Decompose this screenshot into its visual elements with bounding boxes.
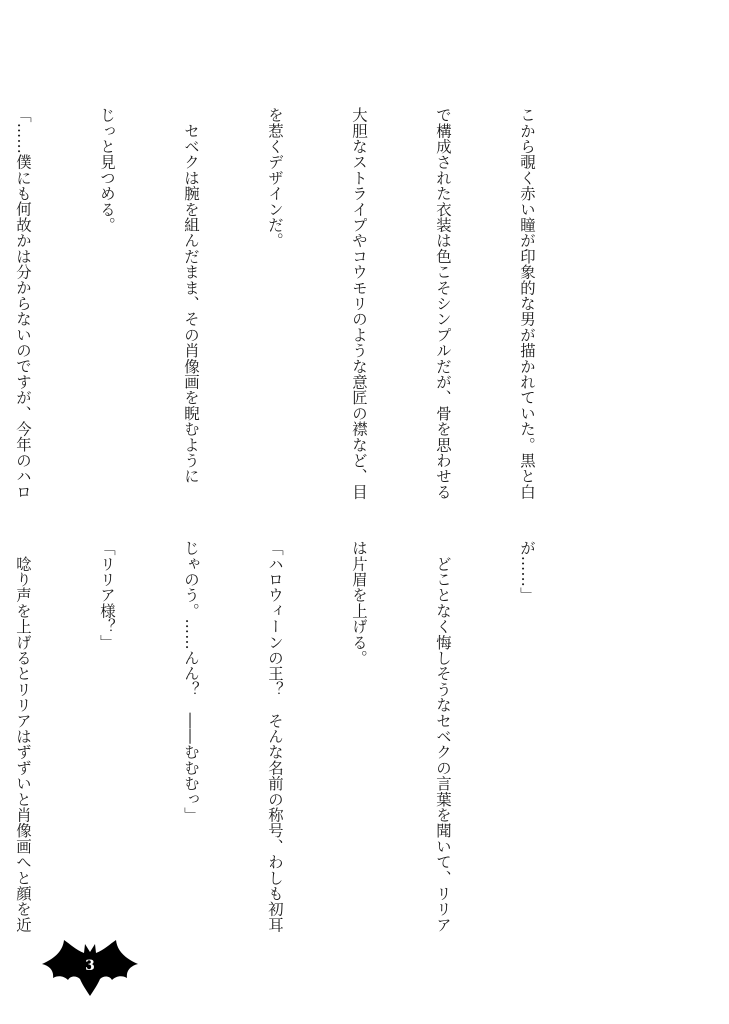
text-line: どことなく悔しそうなセベクの言葉を聞いて、リリア	[434, 540, 452, 933]
text-line: で構成された衣装は色こそシンプルだが、骨を思わせる	[434, 107, 452, 500]
text-line: じゃのう。……んん？ ――むむむっ」	[182, 540, 200, 823]
text-line: が……」	[518, 540, 536, 603]
text-line: を惹くデザインだ。	[266, 107, 284, 249]
text-line: こから覗く赤い瞳が印象的な男が描かれていた。黒と白	[518, 107, 536, 500]
text-block-top	[0, 107, 597, 507]
text-line: 「リリア様？」	[98, 540, 116, 650]
text-line: じっと見つめる。	[98, 107, 116, 233]
text-line: 唸り声を上げるとリリアはずずいと肖像画へと顔を近	[14, 540, 32, 933]
text-block-bottom	[0, 540, 597, 940]
text-line: 「ハロウィーンの王？ そんな名前の称号、わしも初耳	[266, 540, 284, 933]
text-line: 大胆なストライプやコウモリのような意匠の襟など、目	[350, 107, 368, 500]
page-number-badge	[38, 938, 142, 998]
page-number: 3	[85, 958, 95, 974]
text-line: セベクは腕を組んだまま、その肖像画を睨むように	[182, 107, 200, 484]
text-line: は片眉を上げる。	[350, 540, 368, 666]
text-line: 「……僕にも何故かは分からないのですが、今年のハロ	[14, 107, 32, 500]
